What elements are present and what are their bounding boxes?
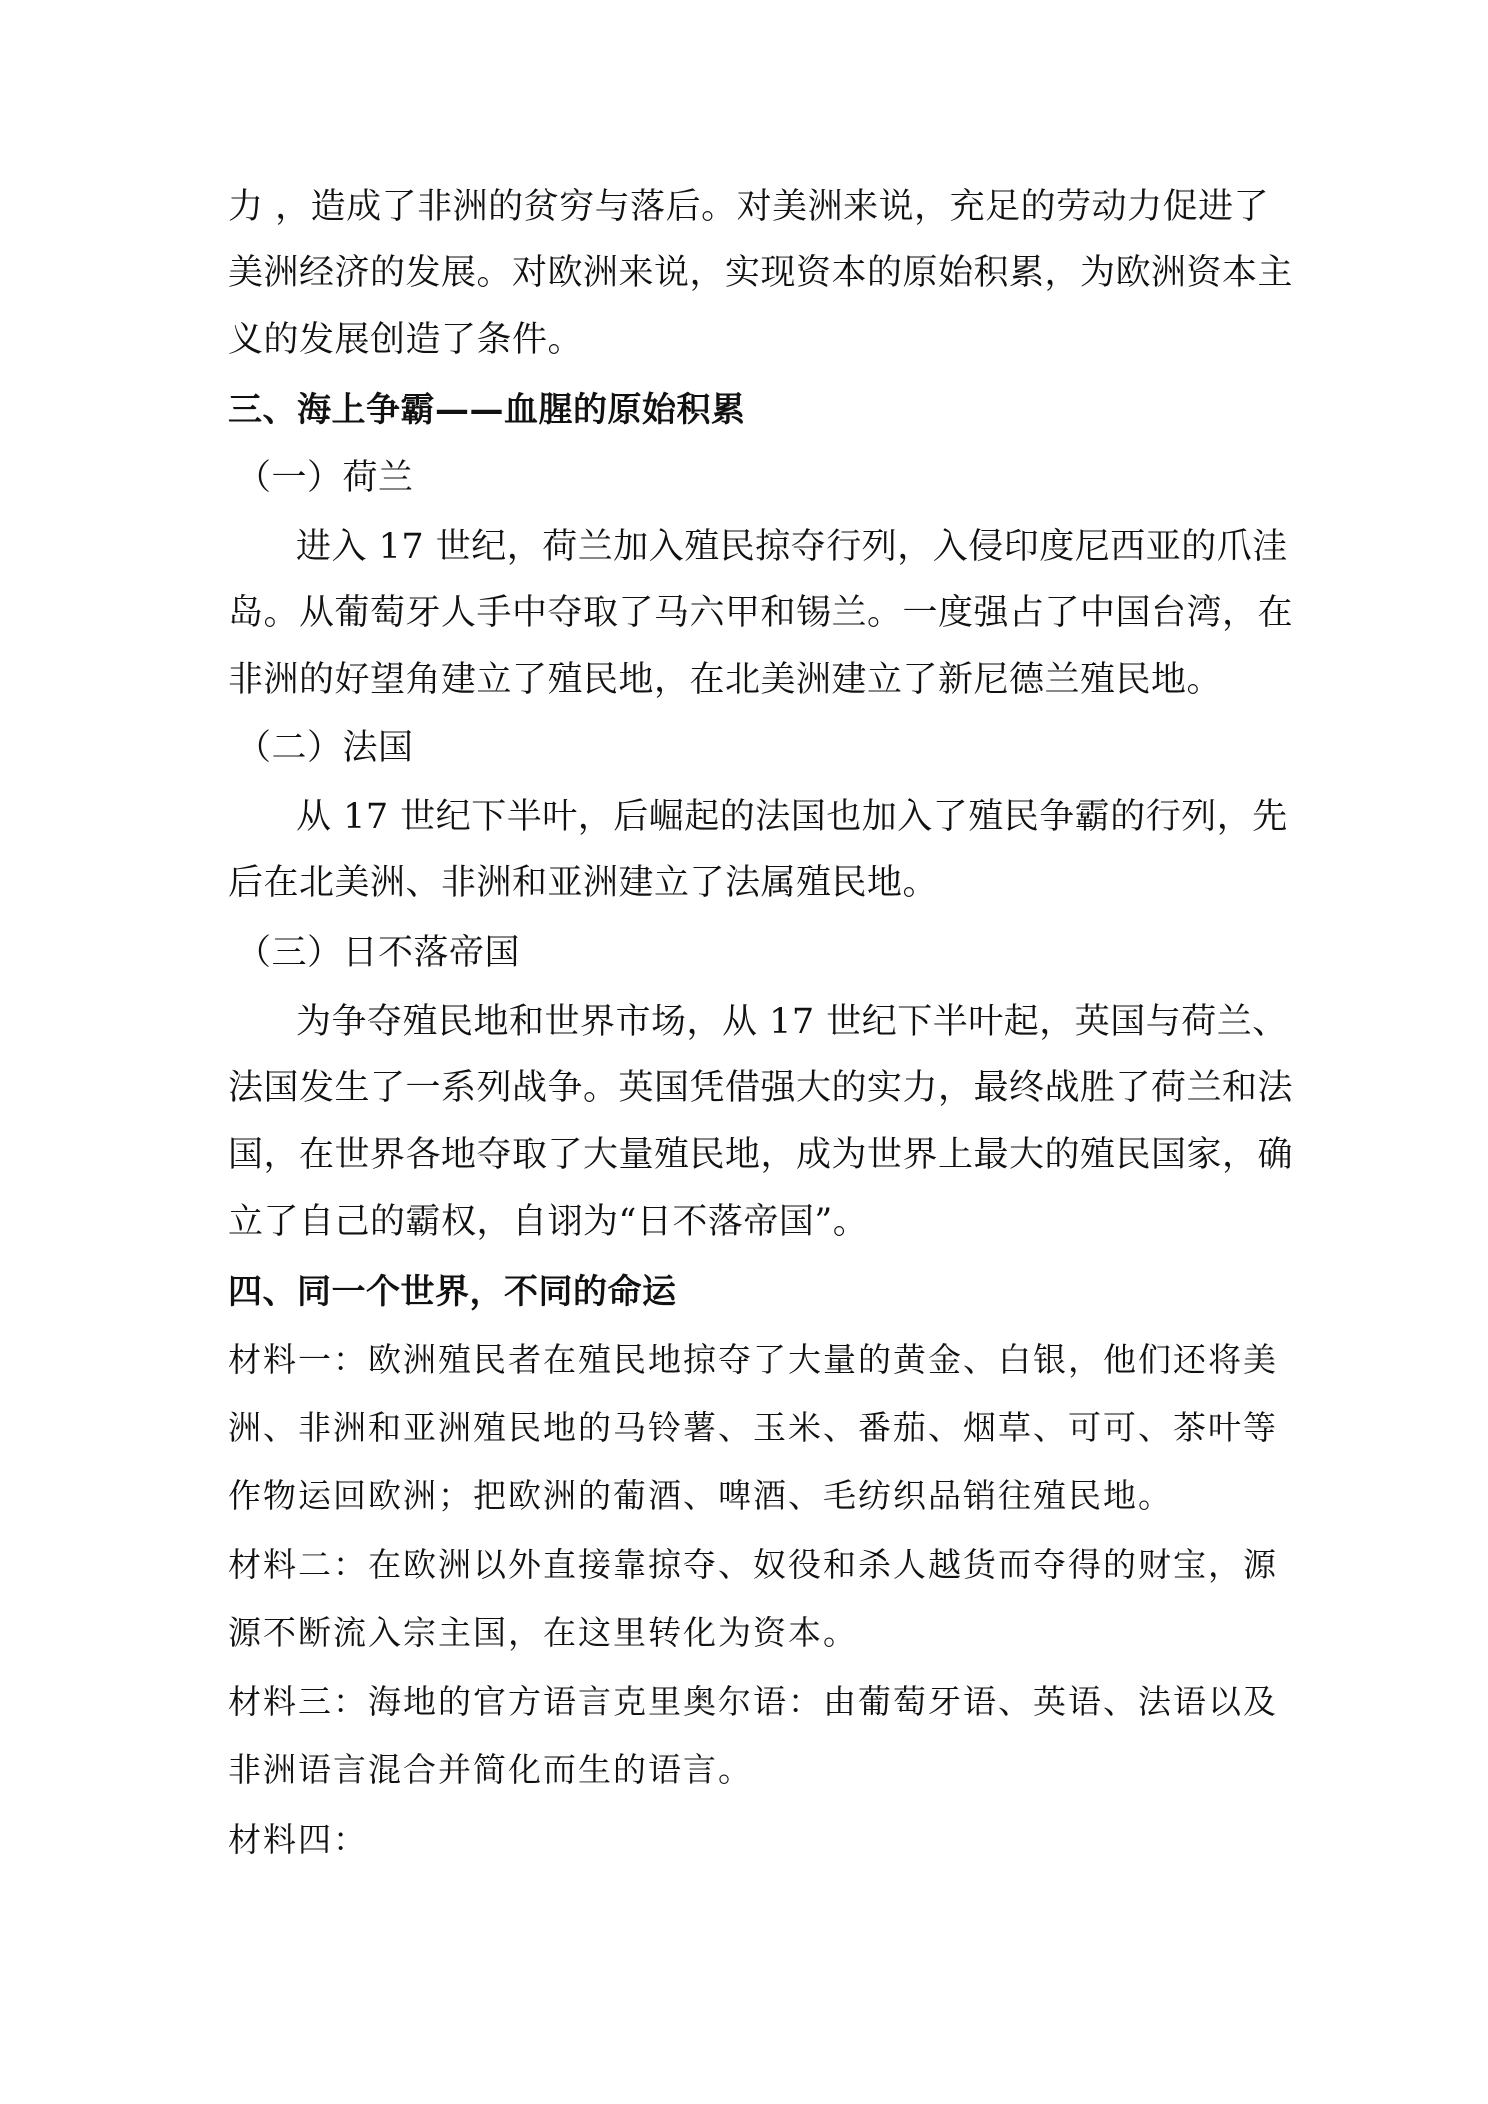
- paragraph-line: 进入 17 世纪，荷兰加入殖民掠夺行列，入侵印度尼西亚的爪洼: [296, 527, 1288, 567]
- material-line: 材料二：在欧洲以外直接靠掠夺、奴役和杀人越货而夺得的财宝，源: [228, 1545, 1278, 1584]
- paragraph-line: 为争夺殖民地和世界市场，从 17 世纪下半叶起，英国与荷兰、: [296, 1002, 1288, 1042]
- section-heading: 三、海上争霸——血腥的原始积累: [228, 390, 746, 430]
- subsection-title: （二）法国: [236, 728, 414, 768]
- material-line: 洲、非洲和亚洲殖民地的马铃薯、玉米、番茄、烟草、可可、茶叶等: [228, 1408, 1278, 1447]
- paragraph-line: 国，在世界各地夺取了大量殖民地，成为世界上最大的殖民国家，确: [228, 1135, 1294, 1175]
- paragraph-line: 后在北美洲、非洲和亚洲建立了法属殖民地。: [228, 863, 939, 903]
- material-line: 非洲语言混合并简化而生的语言。: [228, 1750, 753, 1789]
- paragraph-line: 岛。从葡萄牙人手中夺取了马六甲和锡兰。一度强占了中国台湾，在: [228, 593, 1294, 633]
- material-label: 材料四：: [228, 1820, 368, 1859]
- paragraph-line: 从 17 世纪下半叶，后崛起的法国也加入了殖民争霸的行列，先: [296, 797, 1288, 837]
- subsection-title: （一）荷兰: [236, 458, 414, 498]
- paragraph-line: 美洲经济的发展。对欧洲来说，实现资本的原始积累，为欧洲资本主: [228, 253, 1294, 293]
- material-line: 作物运回欧洲；把欧洲的葡酒、啤酒、毛纺织品销往殖民地。: [228, 1476, 1173, 1515]
- paragraph-line: 法国发生了一系列战争。英国凭借强大的实力，最终战胜了荷兰和法: [228, 1068, 1294, 1108]
- paragraph-line: 立了自己的霸权，自诩为“日不落帝国”。: [228, 1202, 869, 1242]
- material-line: 材料一：欧洲殖民者在殖民地掠夺了大量的黄金、白银，他们还将美: [228, 1340, 1278, 1379]
- material-line: 源不断流入宗主国，在这里转化为资本。: [228, 1613, 858, 1652]
- paragraph-line: 非洲的好望角建立了殖民地，在北美洲建立了新尼德兰殖民地。: [228, 660, 1223, 700]
- section-heading: 四、同一个世界，不同的命运: [228, 1272, 677, 1312]
- paragraph-line: 义的发展创造了条件。: [228, 320, 584, 360]
- paragraph-line: 力 ，造成了非洲的贫穷与落后。对美洲来说，充足的劳动力促进了: [228, 187, 1270, 227]
- material-line: 材料三：海地的官方语言克里奥尔语：由葡萄牙语、英语、法语以及: [228, 1682, 1278, 1721]
- subsection-title: （三）日不落帝国: [236, 933, 521, 973]
